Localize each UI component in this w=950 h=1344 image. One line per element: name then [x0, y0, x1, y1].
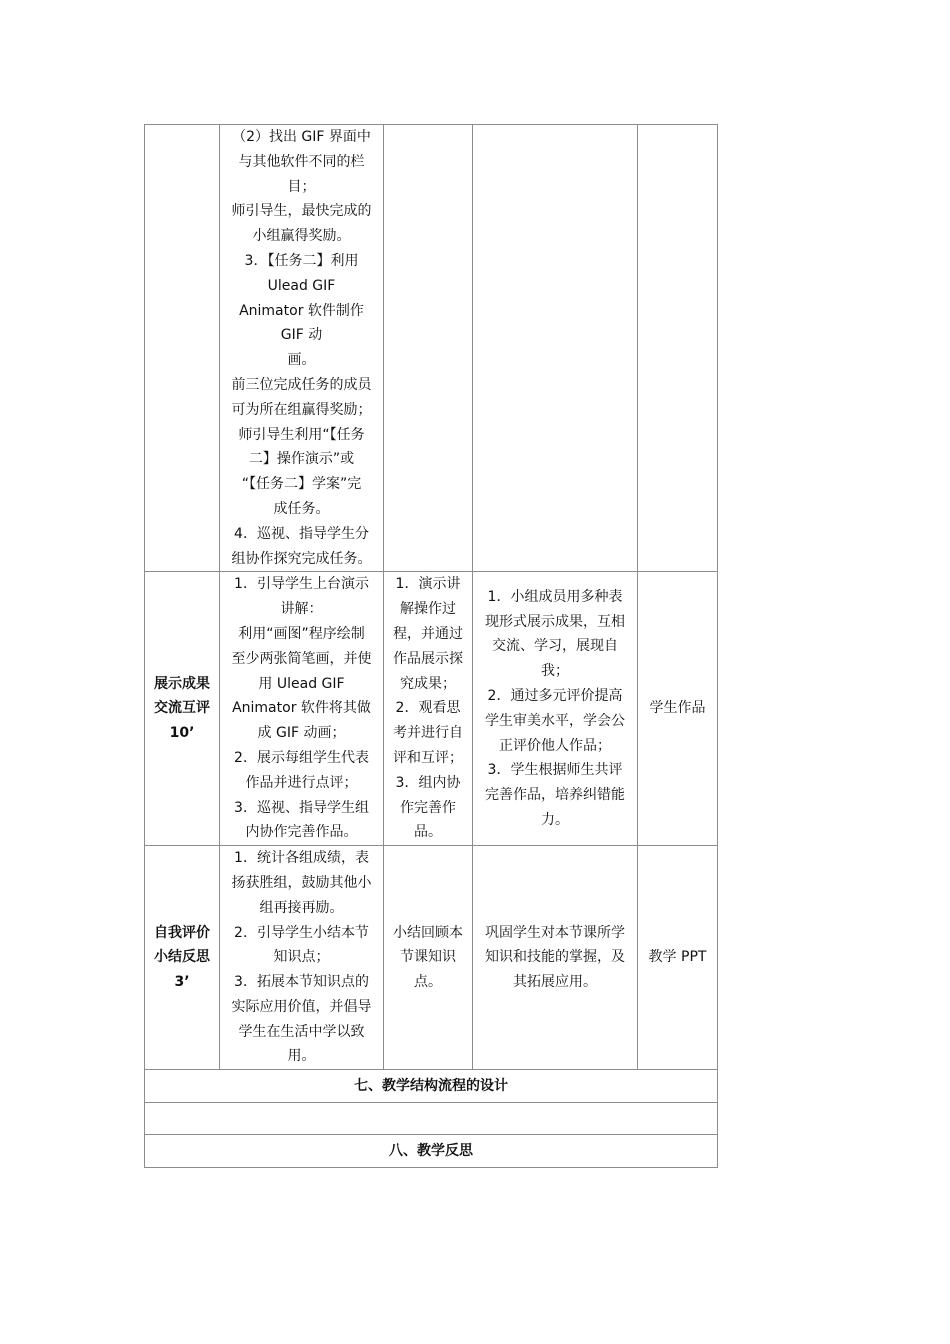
text-line: 4．巡视、指导学生分: [234, 525, 369, 542]
stage-cell: [145, 572, 220, 846]
teacher-activity-cell: [220, 846, 384, 1070]
text-line: 1．演示讲: [395, 576, 461, 593]
teacher-activity-cell: [220, 125, 384, 572]
text-line: 学生审美水平，学会公: [485, 712, 625, 729]
text-line: 完善作品，培养纠错能: [485, 787, 625, 804]
text-line: 讲解：: [280, 601, 323, 618]
section-heading-reflection: 八、教学反思: [145, 1135, 718, 1168]
design-intent-cell: [473, 846, 638, 1070]
design-intent-cell: [473, 125, 638, 572]
text-line: 用 Ulead GIF: [258, 675, 345, 692]
table-row: [145, 846, 718, 1070]
text-line: 目；: [287, 178, 316, 195]
text-line: Ulead GIF: [267, 277, 336, 294]
text-line: 点。: [414, 974, 442, 991]
section-heading-structure-flow: 七、教学结构流程的设计: [145, 1070, 718, 1103]
text-line: Animator 软件将其做: [232, 700, 371, 717]
text-line: Animator 软件制作: [239, 302, 364, 319]
text-line: 3．巡视、指导学生组: [234, 799, 369, 816]
text-line: 2．通过多元评价提高: [487, 687, 623, 704]
text-line: 2．展示每组学生代表: [234, 749, 369, 766]
text-line: 二】操作演示”或: [248, 451, 355, 468]
text-line: 组再接再励。: [259, 899, 344, 916]
text-line: 内协作完善作品。: [245, 824, 358, 841]
text-line: 正评价他人作品；: [499, 737, 611, 754]
text-line: 用。: [287, 1048, 316, 1065]
text-line: 展示成果: [154, 675, 210, 692]
text-line: 交流互评: [154, 700, 210, 717]
text-line: 品。: [414, 824, 442, 841]
text-line: 3．学生根据师生共评: [487, 762, 623, 779]
table-row: [145, 1135, 718, 1168]
text-line: 2．观看思: [395, 700, 461, 717]
text-line: 1．小组成员用多种表: [487, 588, 623, 605]
text-line: 成 GIF 动画；: [257, 725, 346, 742]
text-line: 知识和技能的掌握，及: [485, 949, 625, 966]
text-line: 作完善作: [400, 799, 456, 816]
text-line: 学生在生活中学以致: [238, 1023, 365, 1040]
text-line: 1．引导学生上台演示: [234, 576, 369, 593]
text-line: 实际应用价值，并倡导: [231, 998, 372, 1015]
text-line: 解操作过: [400, 601, 456, 618]
text-line: 师引导生，最快完成的: [231, 203, 372, 220]
text-line: 3．组内协: [395, 774, 461, 791]
text-line: 成任务。: [273, 500, 330, 517]
stage-cell: [145, 846, 220, 1070]
text-line: 与其他软件不同的栏: [238, 153, 365, 170]
text-line: 组协作探究完成任务。: [231, 550, 372, 567]
text-line: 3．拓展本节知识点的: [234, 974, 369, 991]
text-line: 力。: [541, 811, 569, 828]
teacher-activity-cell: [220, 572, 384, 846]
text-line: 作品并进行点评；: [245, 774, 358, 791]
text-line: GIF 动: [280, 327, 323, 344]
student-activity-cell: [384, 125, 473, 572]
text-line: 可为所在组赢得奖励；: [231, 401, 372, 418]
student-activity-cell: [384, 572, 473, 846]
text-line: 现形式展示成果，互相: [485, 613, 625, 630]
resource-cell: [638, 125, 718, 572]
text-line: 3．【任务二】利用: [244, 252, 359, 269]
text-line: 程，并通过: [393, 625, 463, 642]
text-line: 我；: [541, 663, 569, 680]
text-line: 自我评价: [154, 924, 210, 941]
text-line: 扬获胜组，鼓励其他小: [231, 874, 372, 891]
blank-row: [145, 1103, 718, 1135]
text-line: 10’: [169, 725, 195, 742]
text-line: 其拓展应用。: [513, 974, 597, 991]
text-line: 巩固学生对本节课所学: [485, 924, 625, 941]
table-row: [145, 125, 718, 572]
stage-cell: [145, 125, 220, 572]
text-line: 小组赢得奖励。: [252, 228, 351, 245]
text-line: 至少两张简笔画，并使: [231, 650, 372, 667]
lesson-plan-table: [144, 124, 718, 1168]
text-line: 师引导生利用“【任务: [238, 426, 365, 443]
resource-cell: 教学 PPT: [638, 846, 718, 1070]
text-line: 节课知识: [400, 949, 456, 966]
text-line: 知识点；: [273, 949, 330, 966]
text-line: 利用“画图”程序绘制: [238, 625, 365, 642]
resource-cell: 学生作品: [638, 572, 718, 846]
text-line: （2）找出 GIF 界面中: [232, 129, 371, 145]
text-line: 画。: [287, 352, 316, 369]
text-line: 评和互评；: [393, 749, 463, 766]
text-line: 前三位完成任务的成员: [231, 376, 372, 393]
text-line: 3’: [174, 974, 190, 991]
student-activity-cell: [384, 846, 473, 1070]
text-line: 2．引导学生小结本节: [234, 924, 369, 941]
text-line: 1．统计各组成绩，表: [234, 850, 369, 867]
text-line: 考并进行自: [393, 725, 463, 742]
design-intent-cell: [473, 572, 638, 846]
text-line: 小结反思: [154, 949, 210, 966]
table-row: [145, 1103, 718, 1135]
text-line: 交流、学习，展现自: [492, 638, 618, 655]
table-row: [145, 1070, 718, 1103]
text-line: 作品展示探: [393, 650, 463, 667]
text-line: “【任务二】学案”完: [241, 476, 362, 493]
text-line: 究成果；: [400, 675, 456, 692]
table-row: [145, 572, 718, 846]
text-line: 小结回顾本: [393, 924, 463, 941]
